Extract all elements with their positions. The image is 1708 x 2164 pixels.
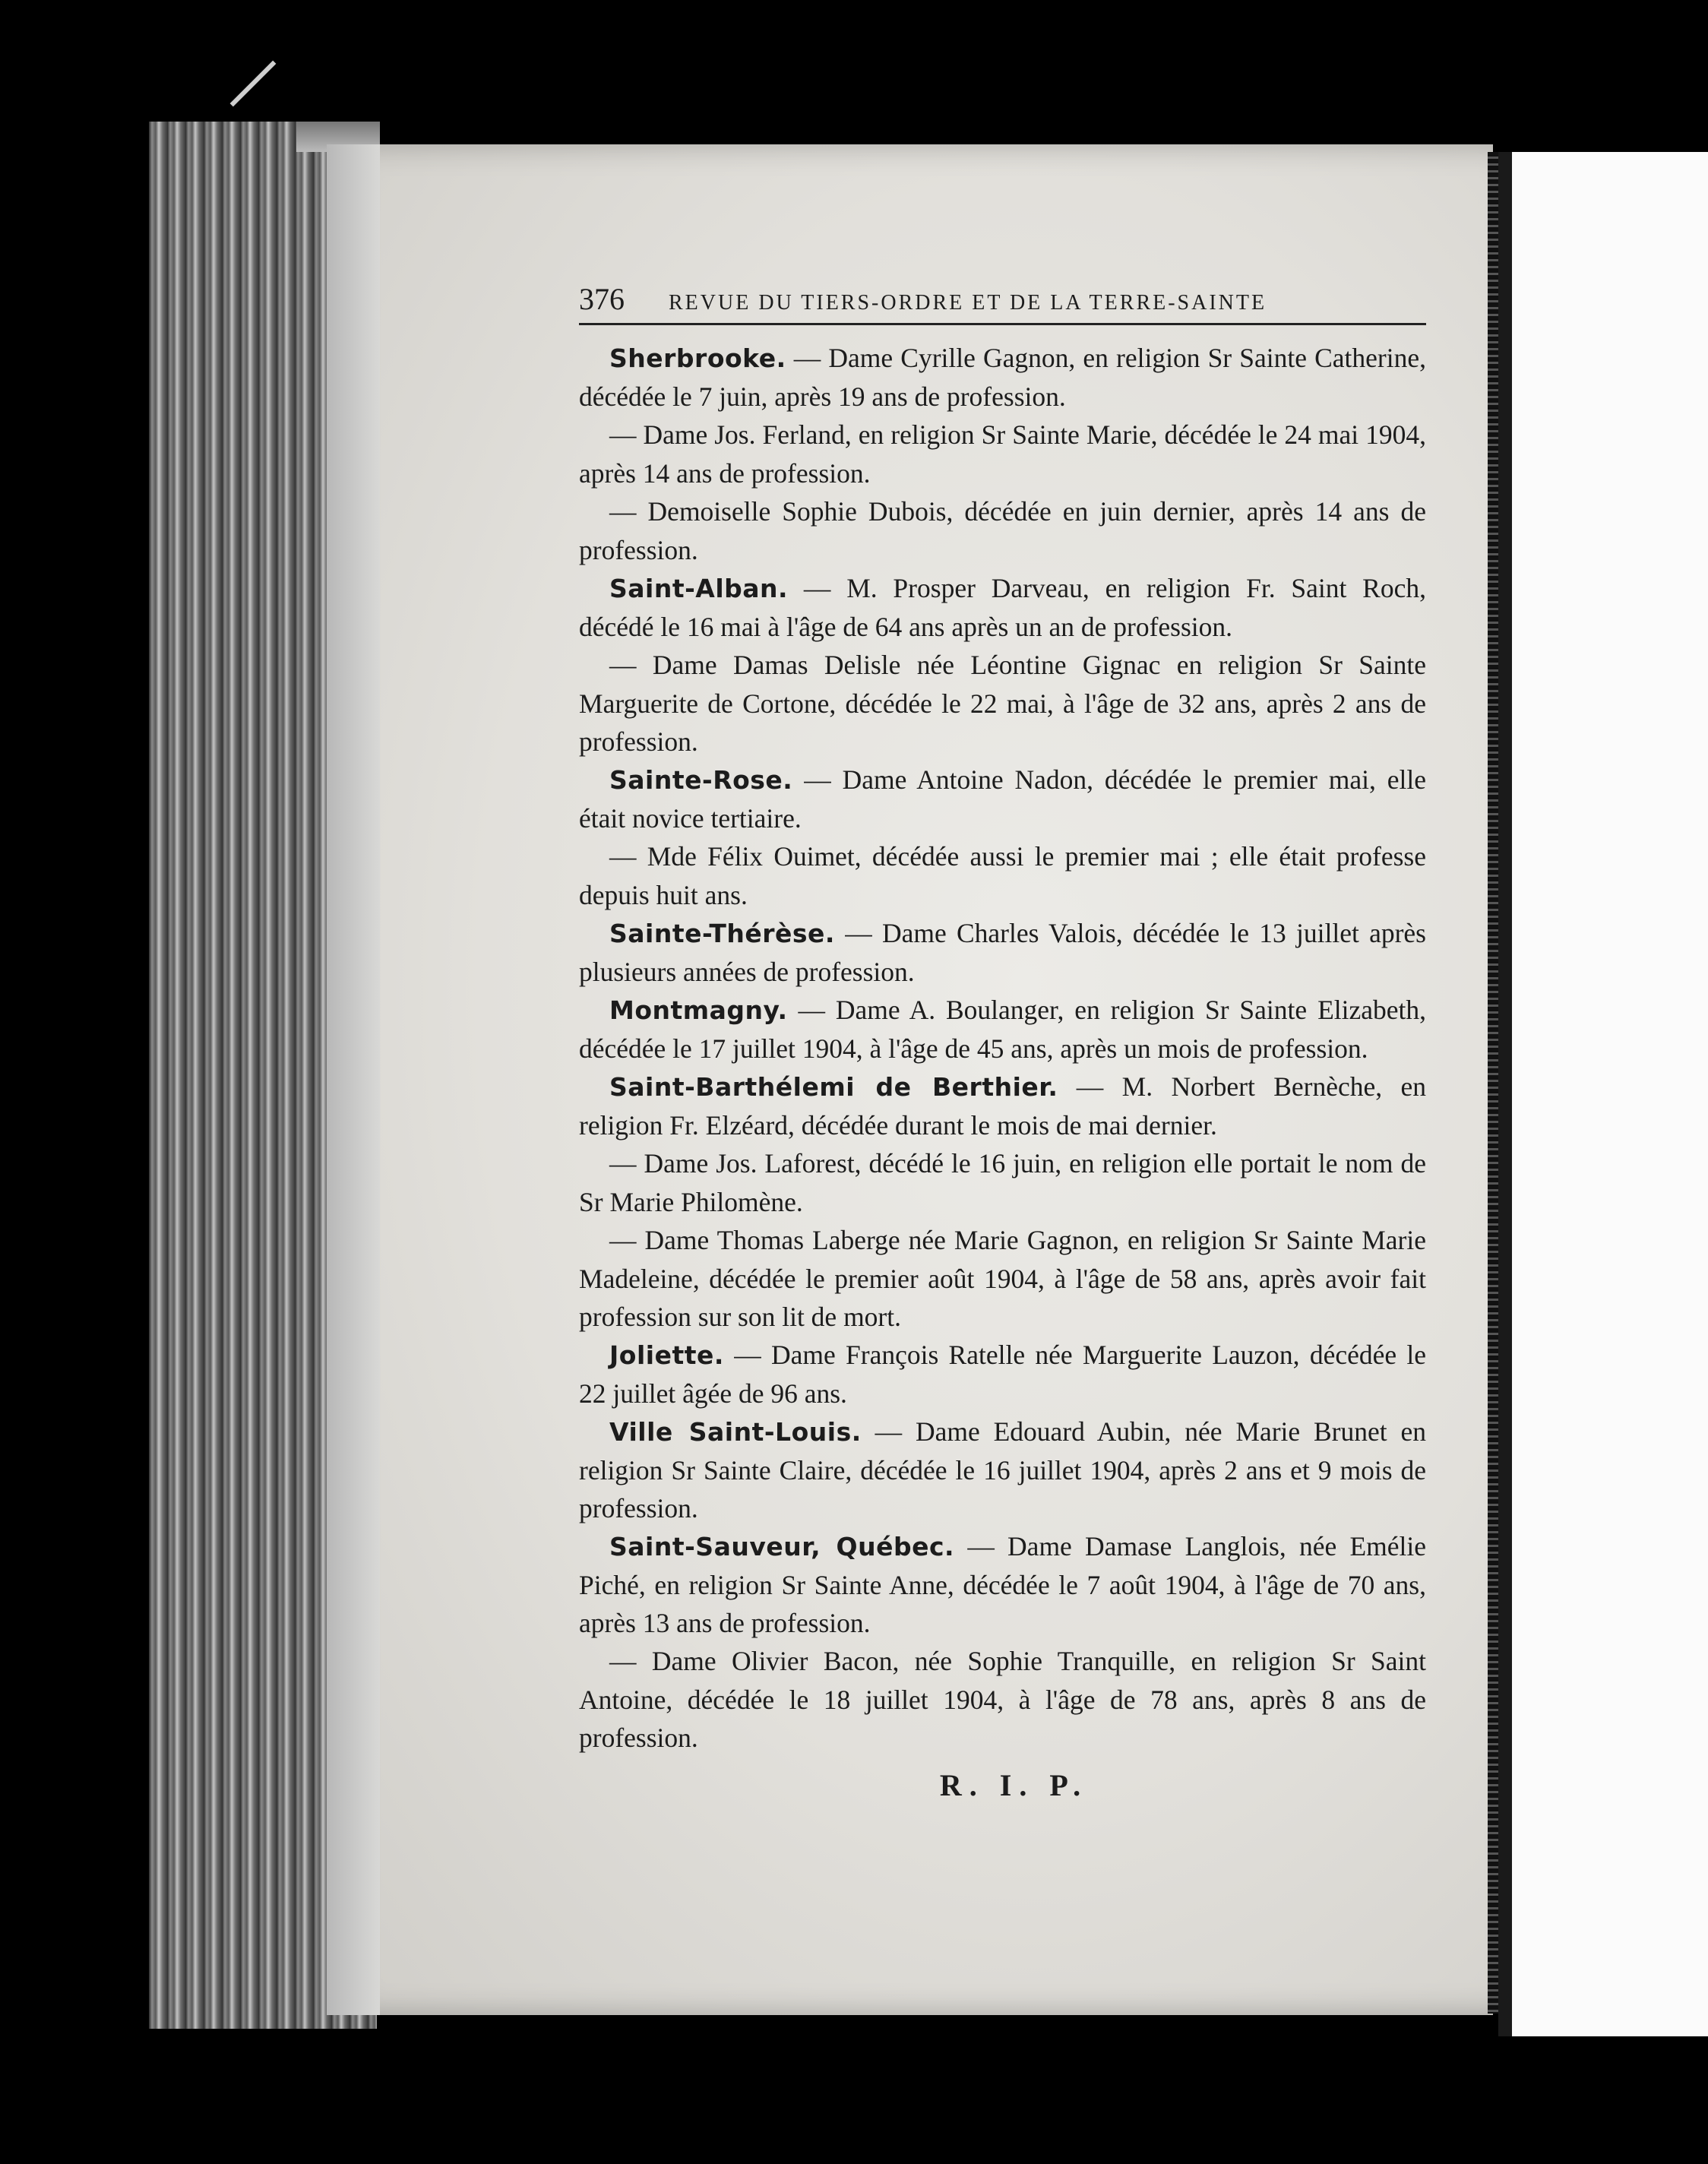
place-name: Sainte-Rose. — [609, 765, 793, 795]
page-text-block — [579, 281, 1426, 1803]
obituary-entry — [579, 1527, 1426, 1642]
obituary-entry — [579, 761, 1426, 837]
place-name: Saint-Sauveur, Québec. — [609, 1532, 955, 1561]
entry-text: — M. Norbert Bernèche, en religion Fr. Elzéard, décédée durant le mois de mai dernier. — [579, 1071, 1427, 1141]
obituary-entry — [579, 991, 1426, 1068]
obituary-entry — [579, 1221, 1426, 1336]
obituary-entry — [579, 416, 1426, 492]
obituary-entry — [579, 1144, 1426, 1221]
entry-text: — Dame Damase Langlois, née Emélie Piché, en religion Sr Sainte Anne, décédée le 7 août 1904, à l'âge de 70 ans, après 13 ans de profession. — [579, 1531, 1426, 1638]
running-header — [579, 281, 1426, 325]
place-name: Saint-Alban. — [609, 574, 789, 603]
entry-text: — Dame Charles Valois, décédée le 13 juillet après plusieurs années de profession. — [579, 918, 1426, 987]
entry-text: — Dame François Ratelle née Marguerite Lauzon, décédée le 22 juillet âgée de 96 ans. — [579, 1340, 1426, 1409]
book-gutter — [1488, 152, 1498, 2014]
obituary-entry — [579, 1336, 1426, 1413]
obituary-entry — [579, 837, 1426, 914]
page-number: 376 — [579, 282, 625, 316]
entry-text: — Demoiselle Sophie Dubois, décédée en juin dernier, après 14 ans de profession. — [579, 496, 1426, 565]
entry-text: — M. Prosper Darveau, en religion Fr. Saint Roch, décédé le 16 mai à l'âge de 64 ans après un an de profession. — [579, 573, 1426, 642]
entry-text: — Dame A. Boulanger, en religion Sr Sainte Elizabeth, décédée le 17 juillet 1904, à l'âge de 45 ans, après un mois de profession. — [579, 995, 1426, 1064]
entry-text: — Dame Damas Delisle née Léontine Gignac en religion Sr Sainte Marguerite de Cortone, décédée le 22 mai, à l'âge de 32 ans, après 2 ans de profession. — [579, 650, 1426, 757]
scan-scratch-mark — [230, 61, 277, 107]
entry-text: — Dame Thomas Laberge née Marie Gagnon, en religion Sr Sainte Marie Madeleine, décédée le premier août 1904, à l'âge de 58 ans, après avoir fait profession sur son lit de mort. — [579, 1225, 1426, 1332]
running-title: REVUE DU TIERS-ORDRE ET DE LA TERRE-SAINTE — [669, 291, 1267, 315]
entry-text: — Mde Félix Ouimet, décédée aussi le premier mai ; elle était professe depuis huit ans. — [579, 841, 1426, 910]
entry-text: — Dame Edouard Aubin, née Marie Brunet en religion Sr Sainte Claire, décédée le 16 juillet 1904, après 2 ans et 9 mois de profession. — [579, 1416, 1426, 1523]
obituary-entry — [579, 492, 1426, 569]
place-name: Montmagny. — [609, 995, 788, 1025]
obituary-entry — [579, 569, 1426, 646]
page-inner-edge — [327, 144, 380, 2015]
entry-text: — Dame Jos. Laforest, décédé le 16 juin, en religion elle portait le nom de Sr Marie Philomène. — [579, 1148, 1426, 1217]
obituary-entry — [579, 914, 1426, 991]
obituary-entry — [579, 1068, 1426, 1144]
facing-page-shadow — [1498, 152, 1513, 2036]
closing-rip: R. I. P. — [939, 1768, 1089, 1802]
entry-text: — Dame Cyrille Gagnon, en religion Sr Sainte Catherine, décédée le 7 juin, après 19 ans de profession. — [579, 343, 1426, 412]
place-name: Saint-Barthélemi de Berthier. — [609, 1072, 1058, 1102]
obituary-entry — [579, 339, 1426, 416]
entry-text: — Dame Jos. Ferland, en religion Sr Sainte Marie, décédée le 24 mai 1904, après 14 ans de profession. — [579, 419, 1426, 489]
obituary-entry — [579, 646, 1426, 761]
place-name: Sherbrooke. — [609, 343, 786, 373]
entry-text: — Dame Olivier Bacon, née Sophie Tranquille, en religion Sr Saint Antoine, décédée le 18 juillet 1904, à l'âge de 78 ans, après 8 ans de profession. — [579, 1646, 1426, 1753]
obituary-entry — [579, 1413, 1426, 1527]
facing-page — [1512, 152, 1708, 2036]
place-name: Ville Saint-Louis. — [609, 1417, 862, 1447]
place-name: Sainte-Thérèse. — [609, 919, 835, 948]
place-name: Joliette. — [609, 1340, 724, 1370]
entry-text: — Dame Antoine Nadon, décédée le premier mai, elle était novice tertiaire. — [579, 764, 1426, 834]
obituary-entry — [579, 1642, 1426, 1757]
